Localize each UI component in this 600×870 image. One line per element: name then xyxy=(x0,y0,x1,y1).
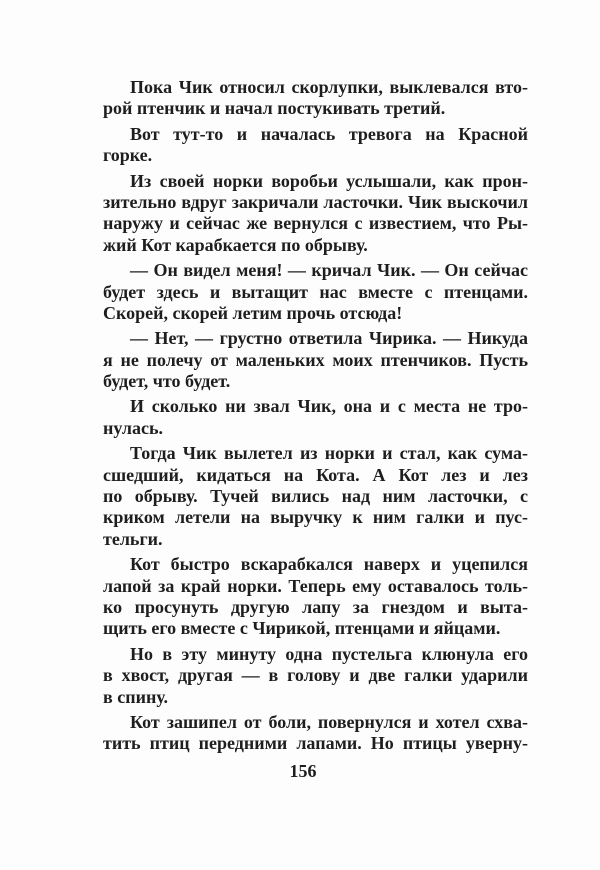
text-line: зительно вдруг закричали ласточки. Чик выскочил xyxy=(103,191,528,212)
text-line: лапой за край норки. Теперь ему оставалось толь- xyxy=(103,575,528,596)
text-line: тельги. xyxy=(103,528,163,549)
paragraph xyxy=(103,171,528,257)
paragraph xyxy=(103,396,528,439)
text-line: будет, что будет. xyxy=(103,371,231,392)
text-line: наружу и сейчас же вернулся с известием, что Ры- xyxy=(103,213,528,234)
text-line: в спину. xyxy=(103,686,169,707)
book-text xyxy=(103,77,528,755)
text-line: криком летели на выручку к ним галки и пус- xyxy=(103,507,528,528)
text-line: рой птенчик и начал постукивать третий. xyxy=(103,98,446,119)
text-line: ко просунуть другую лапу за гнездом и выта- xyxy=(103,596,528,617)
text-line: Из своей норки воробьи услышали, как прон- xyxy=(130,170,528,191)
text-line: Скорей, скорей летим прочь отсюда! xyxy=(103,302,403,323)
text-line: И сколько ни звал Чик, она и с места не тро- xyxy=(130,396,528,417)
text-line: по обрыву. Тучей вились над ним ласточки, с xyxy=(103,486,528,507)
page-number: 156 xyxy=(289,761,317,781)
paragraph xyxy=(103,443,528,550)
text-line: Вот тут-то и началась тревога на Красной xyxy=(130,123,528,144)
paragraph xyxy=(103,328,528,392)
paragraph xyxy=(103,124,528,167)
text-line: нулась. xyxy=(103,417,164,438)
paragraph xyxy=(103,644,528,708)
text-line: Кот быстро вскарабкался наверх и уцепился xyxy=(130,554,528,575)
text-line: жий Кот карабкается по обрыву. xyxy=(103,234,368,255)
text-line: — Нет, — грустно ответила Чирика. — Никуда xyxy=(130,328,528,349)
text-line: Кот зашипел от боли, повернулся и хотел схва- xyxy=(130,711,528,732)
text-line: щить его вместе с Чирикой, птенцами и яйцами. xyxy=(103,618,501,639)
text-line: будет здесь и вытащит нас вместе с птенцами. xyxy=(103,281,528,302)
paragraph xyxy=(103,77,528,120)
text-line: — Он видел меня! — кричал Чик. — Он сейчас xyxy=(130,260,528,281)
text-line: тить птиц передними лапами. Но птицы уверну- xyxy=(103,733,528,754)
text-line: Тогда Чик вылетел из норки и стал, как сума- xyxy=(130,443,528,464)
text-line: Но в эту минуту одна пустельга клюнула его xyxy=(130,643,528,664)
text-line: в хвост, другая — в голову и две галки ударили xyxy=(103,665,528,686)
paragraph xyxy=(103,712,528,755)
paragraph xyxy=(103,554,528,640)
text-line: Пока Чик относил скорлупки, выклевался вто- xyxy=(130,77,528,97)
text-line: сшедший, кидаться на Кота. А Кот лез и лез xyxy=(103,464,528,485)
paragraph xyxy=(103,260,528,324)
text-line: я не полечу от маленьких моих птенчиков. Пусть xyxy=(103,349,528,370)
text-line: горке. xyxy=(103,145,153,166)
